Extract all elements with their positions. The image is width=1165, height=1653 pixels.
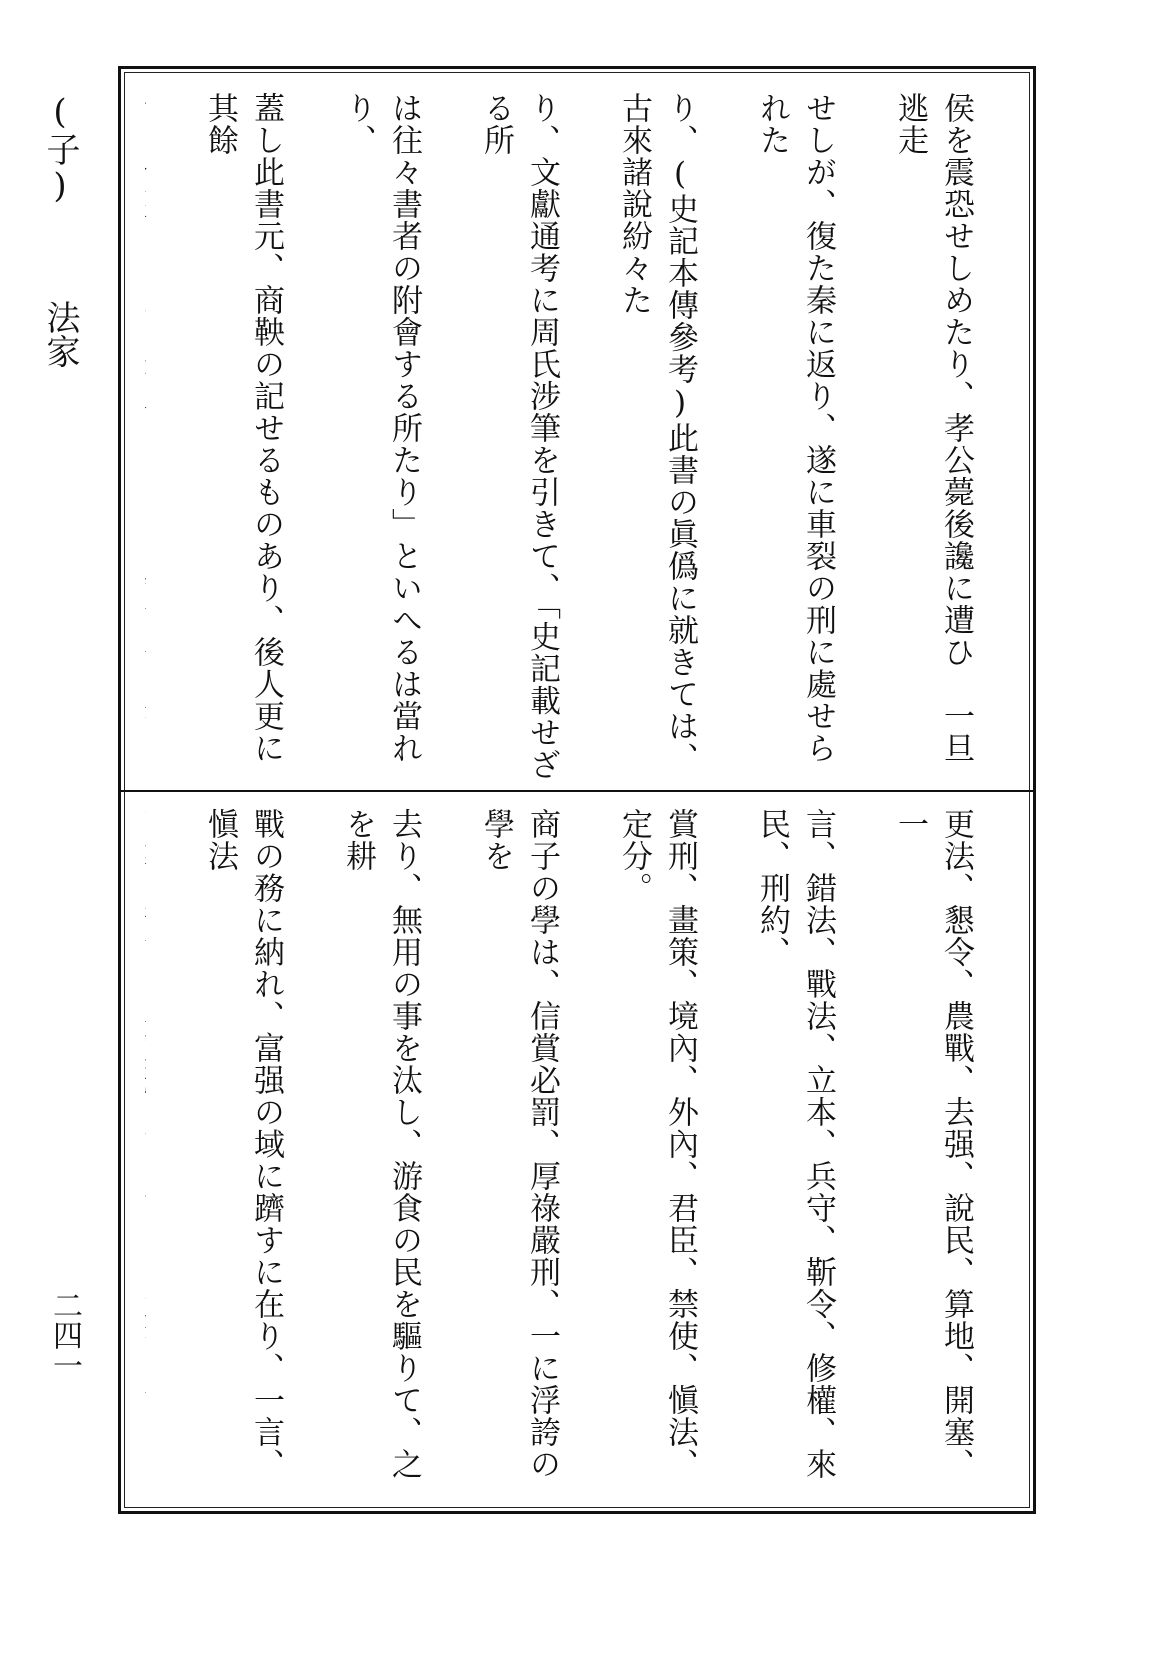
top-text-block	[145, 92, 1025, 782]
text-line: り、文獻通考に周氏涉筆を引きて、「史記載せざる所	[478, 92, 560, 781]
section-label: 法家	[40, 300, 80, 368]
text-line: 戰の務に納れ、富强の域に躋すに在り、一言、愼法	[202, 808, 284, 1480]
section-divider	[118, 790, 1036, 792]
text-line: 蓋し此書元、商鞅の記せるものあり、後人更に其餘	[202, 92, 284, 764]
text-line: は往々書者の附會する所たり」といへるは當れり、	[340, 92, 422, 764]
page-number: 二四一	[47, 1290, 82, 1380]
text-line	[145, 808, 151, 1498]
text-line: 侯を震恐せしめたり、孝公薨後讒に遭ひ 一旦逃走	[892, 92, 974, 764]
running-header	[40, 92, 80, 368]
text-line: 賞刑、畫策、境內、外內、君臣、禁使、愼法、定分。	[616, 808, 698, 1480]
text-line: せしが、復た秦に返り、遂に車裂の刑に處せられた	[754, 92, 836, 764]
text-line	[145, 92, 151, 782]
text-line: り、(史記本傳參考)此書の眞僞に就きては、古來諸說紛々た	[616, 92, 698, 774]
text-line: 商子の學は、信賞必罰、厚祿嚴刑、一に浮誇の學を	[478, 808, 560, 1480]
text-line: 更法、懇令、農戰、去强、說民、算地、開塞、一	[892, 808, 974, 1480]
text-line: 言、錯法、戰法、立本、兵守、靳令、修權、來民、刑約、	[754, 808, 836, 1480]
bottom-text-block	[145, 808, 1025, 1498]
category-label: (子)	[40, 92, 80, 206]
text-line: 去り、無用の事を汰し、游食の民を驅りて、之を耕	[340, 808, 422, 1480]
